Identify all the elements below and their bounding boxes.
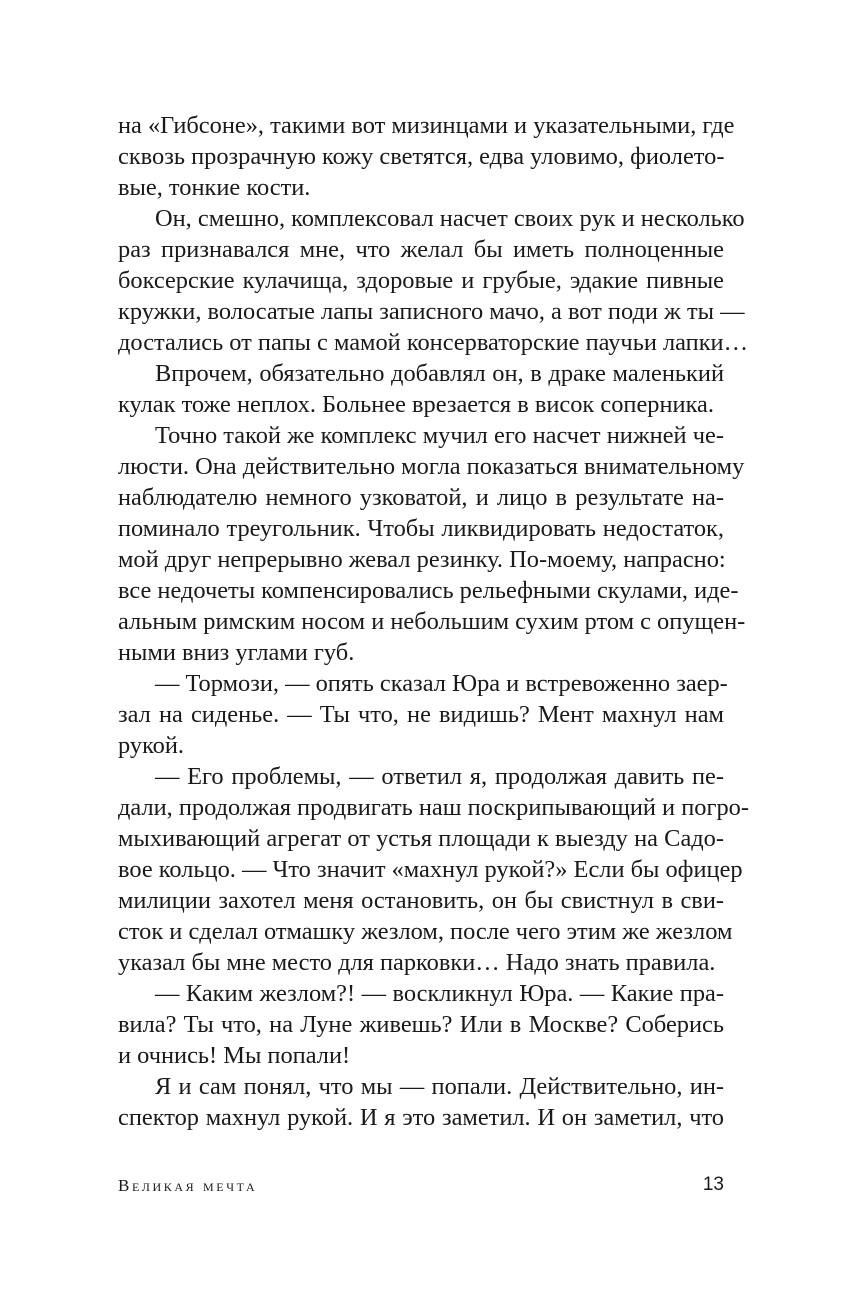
text-line: на «Гибсоне», такими вот мизинцами и указательными, где <box>118 112 735 139</box>
page-number: 13 <box>702 1174 724 1195</box>
running-title: Великая мечта <box>118 1176 258 1195</box>
text-line: рукой. <box>118 732 185 759</box>
text-line: милиции захотел меня остановить, он бы свистнул в сви- <box>118 887 724 914</box>
text-line: раз признавался мне, что желал бы иметь полноценные <box>118 236 724 263</box>
text-line: зал на сиденье. — Ты что, не видишь? Мент махнул нам <box>118 701 724 728</box>
text-line: альным римским носом и небольшим сухим ртом с опущен- <box>118 608 746 635</box>
text-line: наблюдателю немного узковатой, и лицо в результате на- <box>118 484 724 511</box>
text-line: Впрочем, обязательно добавлял он, в драке маленький <box>155 360 724 387</box>
text-line: спектор махнул рукой. И я это заметил. И он заметил, что <box>118 1104 724 1131</box>
text-line: мыхивающий агрегат от устья площади к выезду на Садо- <box>118 825 724 852</box>
text-line: — Каким жезлом?! — воскликнул Юра. — Какие пра- <box>155 980 724 1007</box>
text-line: Он, смешно, комплексовал насчет своих рук и несколько <box>155 205 745 232</box>
text-line: указал бы мне место для парковки… Надо знать правила. <box>118 949 716 976</box>
text-line: — Его проблемы, — ответил я, продолжая давить пе- <box>155 763 724 790</box>
text-line: мой друг непрерывно жевал резинку. По-моему, напрасно: <box>118 546 726 573</box>
text-line: боксерские кулачища, здоровые и грубые, эдакие пивные <box>118 267 724 294</box>
text-line: достались от папы с мамой консерваторские паучьи лапки… <box>118 329 748 356</box>
text-line: поминало треугольник. Чтобы ликвидировать недостаток, <box>118 515 724 542</box>
text-line: люсти. Она действительно могла показаться внимательному <box>118 453 745 480</box>
text-line: вые, тонкие кости. <box>118 174 311 201</box>
text-line: Я и сам понял, что мы — попали. Действительно, ин- <box>155 1073 724 1100</box>
text-line: и очнись! Мы попали! <box>118 1042 351 1069</box>
text-line: ными вниз углами губ. <box>118 639 355 666</box>
page-footer <box>118 1174 724 1204</box>
text-line: вое кольцо. — Что значит «махнул рукой?» Если бы офицер <box>118 856 743 883</box>
text-line: все недочеты компенсировались рельефными скулами, иде- <box>118 577 739 604</box>
text-line: сквозь прозрачную кожу светятся, едва уловимо, фиолето- <box>118 143 725 170</box>
text-line: сток и сделал отмашку жезлом, после чего этим же жезлом <box>118 918 733 945</box>
text-line: вила? Ты что, на Луне живешь? Или в Москве? Соберись <box>118 1011 724 1038</box>
text-line: кулак тоже неплох. Больнее врезается в висок соперника. <box>118 391 714 418</box>
body-text <box>118 110 749 1133</box>
text-line: — Тормози, — опять сказал Юра и встревоженно заер- <box>155 670 728 697</box>
text-line: Точно такой же комплекс мучил его насчет нижней че- <box>155 422 724 449</box>
text-line: дали, продолжая продвигать наш поскрипывающий и погро- <box>118 794 749 821</box>
text-line: кружки, волосатые лапы записного мачо, а вот поди ж ты — <box>118 298 745 325</box>
